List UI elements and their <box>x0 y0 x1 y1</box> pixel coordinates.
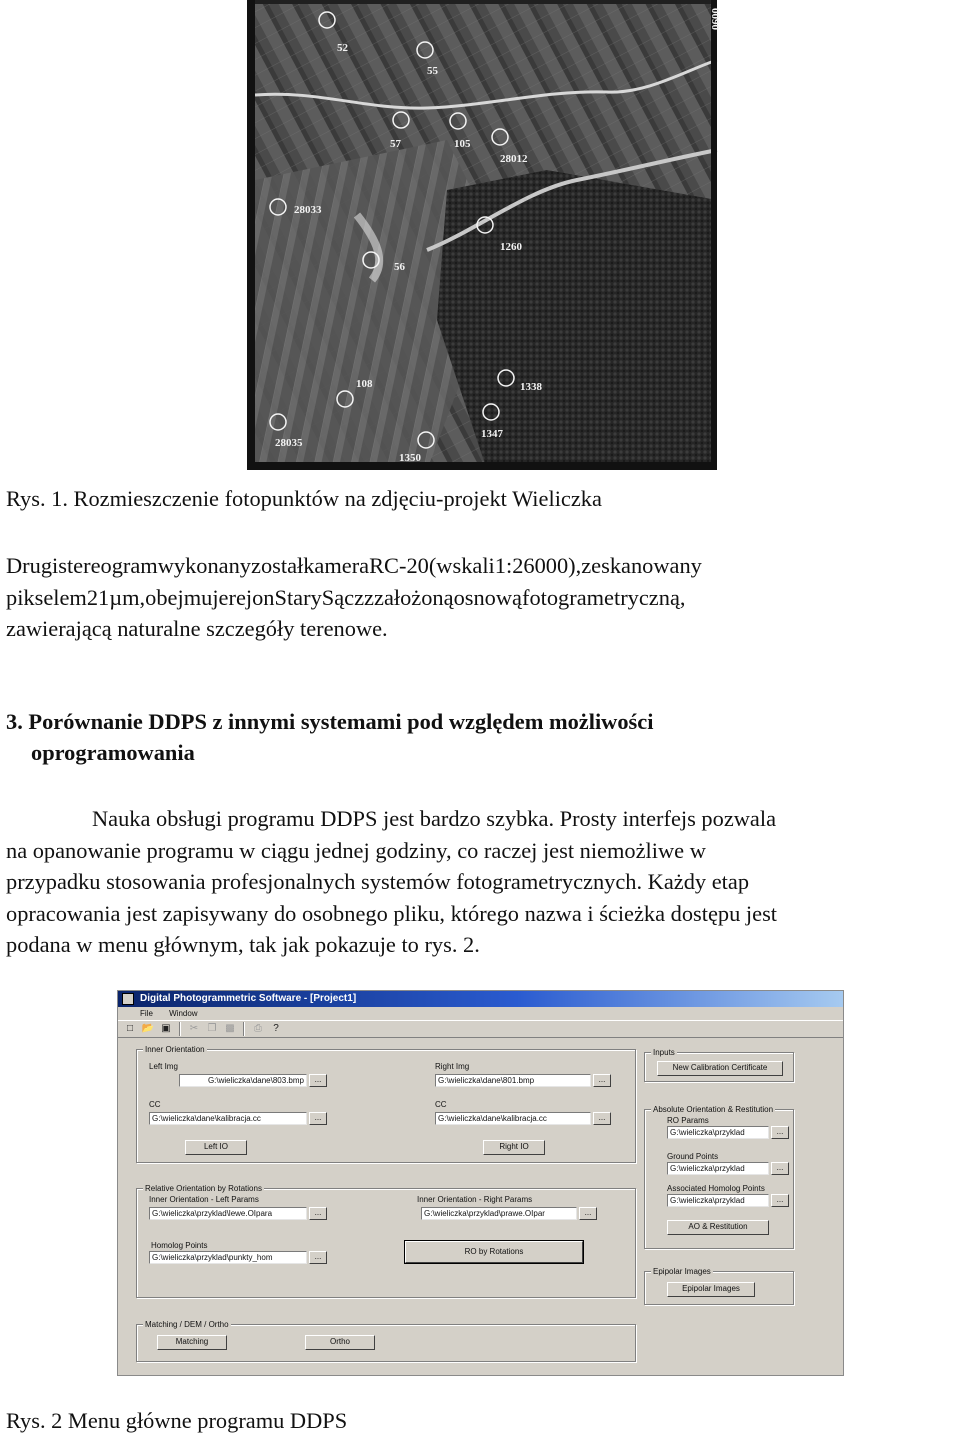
paragraph-line <box>6 582 960 614</box>
cc-right-label: CC <box>435 1100 447 1109</box>
app-icon <box>122 993 134 1005</box>
word: z <box>364 584 374 610</box>
word: rejon <box>228 584 275 610</box>
word: 1:26 <box>494 553 535 578</box>
epipolar-images-button[interactable]: Epipolar Images <box>667 1282 755 1297</box>
point-label: 28012 <box>500 153 528 165</box>
word: zeskanowany <box>581 553 702 578</box>
point-label: 52 <box>337 42 348 54</box>
point-label: 56 <box>394 261 405 273</box>
ro-params-label: RO Params <box>667 1116 709 1125</box>
menu-file[interactable]: File <box>140 1009 153 1018</box>
homolog-field[interactable]: G:\wieliczka\przyklad\punkty_hom <box>149 1251 307 1264</box>
word: fotogrametryczną, <box>521 584 686 610</box>
word: osnową <box>453 584 522 610</box>
word: RC-20 <box>369 553 429 578</box>
associated-homolog-label: Associated Homolog Points <box>667 1184 765 1193</box>
ddps-main-window <box>117 990 844 1376</box>
ortho-button[interactable]: Ortho <box>305 1335 375 1350</box>
cc-left-browse-button[interactable]: ... <box>309 1112 327 1125</box>
ro-by-rotations-button[interactable]: RO by Rotations <box>405 1241 583 1263</box>
point-label: 1347 <box>481 428 503 440</box>
absolute-orientation-group <box>644 1105 794 1249</box>
new-icon[interactable]: □ <box>126 1023 134 1034</box>
group-title: Relative Orientation by Rotations <box>145 1184 262 1193</box>
group-title: Absolute Orientation & Restitution <box>653 1105 774 1114</box>
word: wykonany <box>157 553 251 578</box>
word: skali <box>452 553 495 578</box>
cut-icon[interactable]: ✂ <box>189 1023 199 1034</box>
left-params-browse-button[interactable]: ... <box>309 1207 327 1220</box>
right-params-browse-button[interactable]: ... <box>579 1207 597 1220</box>
ground-points-field[interactable]: G:\wieliczka\przyklad <box>667 1162 769 1175</box>
paragraph-line: na opanowanie programu w ciągu jednej godziny, co raczej jest niemożliwe w <box>6 837 706 863</box>
left-img-browse-button[interactable]: ... <box>309 1074 327 1087</box>
paragraph-line: zawierającą naturalne szczegóły terenowe. <box>6 616 388 641</box>
paragraph-line: Nauka obsługi programu DDPS jest bardzo szybka. Prosty interfejs pozwala <box>92 806 777 831</box>
toolbar <box>118 1020 843 1038</box>
matching-button[interactable]: Matching <box>157 1335 227 1350</box>
word: 21 <box>86 584 110 610</box>
ground-points-label: Ground Points <box>667 1152 719 1161</box>
cc-left-field[interactable]: G:\wieliczka\dane\kalibracja.cc <box>149 1112 307 1125</box>
left-io-button[interactable]: Left IO <box>185 1140 247 1155</box>
right-params-label: Inner Orientation - Right Params <box>417 1195 533 1204</box>
right-io-button[interactable]: Right IO <box>483 1140 545 1155</box>
heading-line2: oprogramowania <box>31 740 195 765</box>
paste-icon[interactable]: ▩ <box>225 1023 235 1034</box>
left-img-label: Left Img <box>149 1062 178 1071</box>
paragraph-stereogram <box>6 550 960 645</box>
menu-bar <box>118 1007 843 1020</box>
point-label: 1350 <box>399 452 421 464</box>
right-img-label: Right Img <box>435 1062 470 1071</box>
open-icon[interactable]: 📂 <box>141 1023 155 1034</box>
cc-left-label: CC <box>149 1100 161 1109</box>
point-label: 57 <box>390 138 401 150</box>
menu-window[interactable]: Window <box>169 1009 198 1018</box>
ground-points-browse-button[interactable]: ... <box>771 1162 789 1175</box>
paragraph-ddps <box>6 803 960 961</box>
paragraph-line <box>6 550 960 582</box>
point-label: 105 <box>454 138 471 150</box>
right-img-field[interactable]: G:\wieliczka\dane\801.bmp <box>435 1074 591 1087</box>
right-img-browse-button[interactable]: ... <box>593 1074 611 1087</box>
relative-orientation-group <box>136 1184 636 1298</box>
inputs-group <box>644 1048 794 1082</box>
epipolar-group <box>644 1267 794 1305</box>
word: µm, <box>109 584 146 610</box>
point-label: 108 <box>356 378 373 390</box>
inner-orientation-group <box>136 1045 636 1163</box>
group-title: Epipolar Images <box>653 1267 711 1276</box>
print-icon[interactable]: ⎙ <box>254 1023 262 1034</box>
homolog-browse-button[interactable]: ... <box>309 1251 327 1264</box>
associated-homolog-field[interactable]: G:\wieliczka\przyklad <box>667 1194 769 1207</box>
new-calibration-button[interactable]: New Calibration Certificate <box>657 1061 783 1076</box>
matching-group <box>136 1320 636 1362</box>
group-title: Inner Orientation <box>145 1045 205 1054</box>
aerial-photo <box>247 0 721 470</box>
left-params-label: Inner Orientation - Left Params <box>149 1195 259 1204</box>
paragraph-line: podana w menu głównym, tak jak pokazuje to rys. 2. <box>6 932 480 957</box>
homolog-label: Homolog Points <box>151 1241 208 1250</box>
associated-homolog-browse-button[interactable]: ... <box>771 1194 789 1207</box>
cc-right-browse-button[interactable]: ... <box>593 1112 611 1125</box>
word: Drugi <box>6 553 59 578</box>
figure1-caption: Rys. 1. Rozmieszczenie fotopunktów na zdjęciu-projekt Wieliczka <box>6 486 602 511</box>
point-label: 28035 <box>275 437 303 449</box>
section-heading <box>6 706 653 768</box>
paragraph-line: opracowania jest zapisywany do osobnego pliku, którego nazwa i ścieżka dostępu jest <box>6 900 778 926</box>
save-icon[interactable]: ▣ <box>161 1023 171 1034</box>
point-label: 1260 <box>500 241 522 253</box>
word: pikselem <box>6 584 87 610</box>
ro-params-browse-button[interactable]: ... <box>771 1126 789 1139</box>
word: Stary <box>274 584 322 610</box>
word: założoną <box>374 584 454 610</box>
word: 000), <box>534 553 582 578</box>
photo-corner-code: 0090 <box>709 8 721 30</box>
point-label: 1338 <box>520 381 542 393</box>
point-label: 28033 <box>294 204 322 216</box>
figure2-caption: Rys. 2 Menu główne programu DDPS <box>6 1408 348 1433</box>
cc-right-field[interactable]: G:\wieliczka\dane\kalibracja.cc <box>435 1112 591 1125</box>
window-title: Digital Photogrammetric Software - [Project1] <box>140 993 357 1004</box>
group-title: Matching / DEM / Ortho <box>145 1320 229 1329</box>
word: Sącz <box>321 584 365 610</box>
word: został <box>251 553 304 578</box>
left-img-field[interactable]: G:\wieliczka\dane\803.bmp <box>179 1074 307 1087</box>
word: stereogram <box>58 553 158 578</box>
ao-restitution-button[interactable]: AO & Restitution <box>667 1220 769 1235</box>
copy-icon[interactable]: ❐ <box>207 1023 217 1034</box>
word: (w <box>428 553 453 578</box>
ro-params-field[interactable]: G:\wieliczka\przyklad <box>667 1126 769 1139</box>
point-label: 55 <box>427 65 438 77</box>
right-params-field[interactable]: G:\wieliczka\przyklad\prawe.OIpar <box>421 1207 577 1220</box>
paragraph-line: przypadku stosowania profesjonalnych systemów fotogrametrycznych. Każdy etap <box>6 869 750 894</box>
group-title: Inputs <box>653 1048 675 1057</box>
window-titlebar[interactable] <box>118 991 843 1007</box>
word: kamera <box>303 553 370 578</box>
help-icon[interactable]: ? <box>273 1023 279 1034</box>
heading-line1: 3. Porównanie DDPS z innymi systemami pod względem możliwości <box>6 709 654 734</box>
left-params-field[interactable]: G:\wieliczka\przyklad\lewe.OIpara <box>149 1207 307 1220</box>
word: obejmuje <box>145 584 229 610</box>
